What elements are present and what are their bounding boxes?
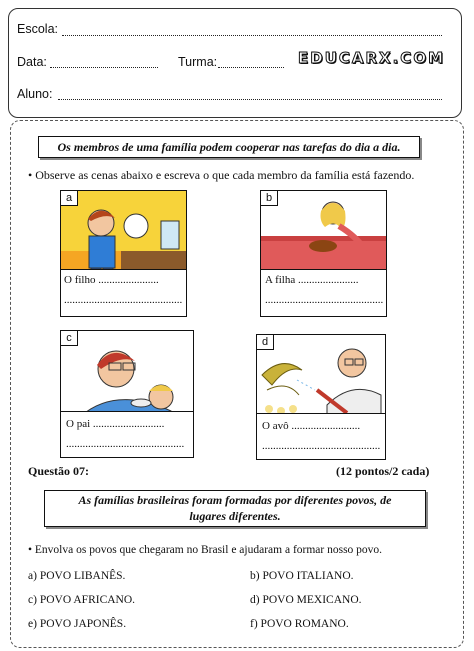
class-field[interactable] — [218, 67, 284, 68]
scene-a-answer-2[interactable]: ........................................... — [64, 294, 183, 306]
school-field[interactable] — [62, 35, 442, 36]
scene-c-answer-2[interactable]: ........................................... — [66, 438, 185, 450]
scene-c-letter: c — [61, 331, 78, 346]
question-number: Questão 07: — [28, 464, 89, 478]
scene-d-answer-2[interactable]: ........................................... — [262, 440, 381, 452]
scene-b-letter: b — [261, 191, 278, 206]
option-c[interactable]: c) POVO AFRICANO. — [28, 594, 136, 606]
school-label: Escola: — [17, 22, 58, 36]
option-b[interactable]: b) POVO ITALIANO. — [250, 570, 354, 582]
section2-instruction: • Envolva os povos que chegaram no Brasil e ajudaram a formar nosso povo. — [28, 544, 383, 556]
scene-b-label: A filha ...................... — [265, 274, 359, 286]
student-field[interactable] — [58, 99, 442, 100]
section2-title: As famílias brasileiras foram formadas por diferentes povos, de lugares diferentes. — [44, 490, 426, 527]
scene-a-answer-1[interactable]: ...................... — [98, 274, 159, 286]
scene-c-answer-1[interactable]: .......................... — [92, 418, 165, 430]
section1-instruction: • Observe as cenas abaixo e escreva o que cada membro da família está fazendo. — [28, 168, 415, 182]
scene-d-answer-1[interactable]: ......................... — [291, 420, 361, 432]
option-a[interactable]: a) POVO LIBANÊS. — [28, 570, 126, 582]
option-e[interactable]: e) POVO JAPONÊS. — [28, 618, 127, 630]
scene-a-label: O filho ...................... — [64, 274, 159, 286]
educarx-logo: EDUCARX.COM — [298, 49, 445, 67]
scene-d-label: O avô ......................... — [262, 420, 361, 432]
scene-b-answer-2[interactable]: ........................................... — [265, 294, 384, 306]
scene-c-label: O pai .......................... — [66, 418, 165, 430]
scene-a-letter: a — [61, 191, 78, 206]
student-label: Aluno: — [17, 87, 53, 101]
option-d[interactable]: d) POVO MEXICANO. — [250, 594, 362, 606]
section1-title: Os membros de uma família podem cooperar nas tarefas do dia a dia. — [38, 136, 420, 158]
scene-d-letter: d — [257, 335, 274, 350]
question-points: (12 pontos/2 cada) — [336, 464, 430, 478]
class-label: Turma: — [178, 55, 218, 69]
scene-b-answer-1[interactable]: ...................... — [298, 274, 359, 286]
date-field[interactable] — [50, 67, 158, 68]
date-label: Data: — [17, 55, 47, 69]
option-f[interactable]: f) POVO ROMANO. — [250, 618, 349, 630]
